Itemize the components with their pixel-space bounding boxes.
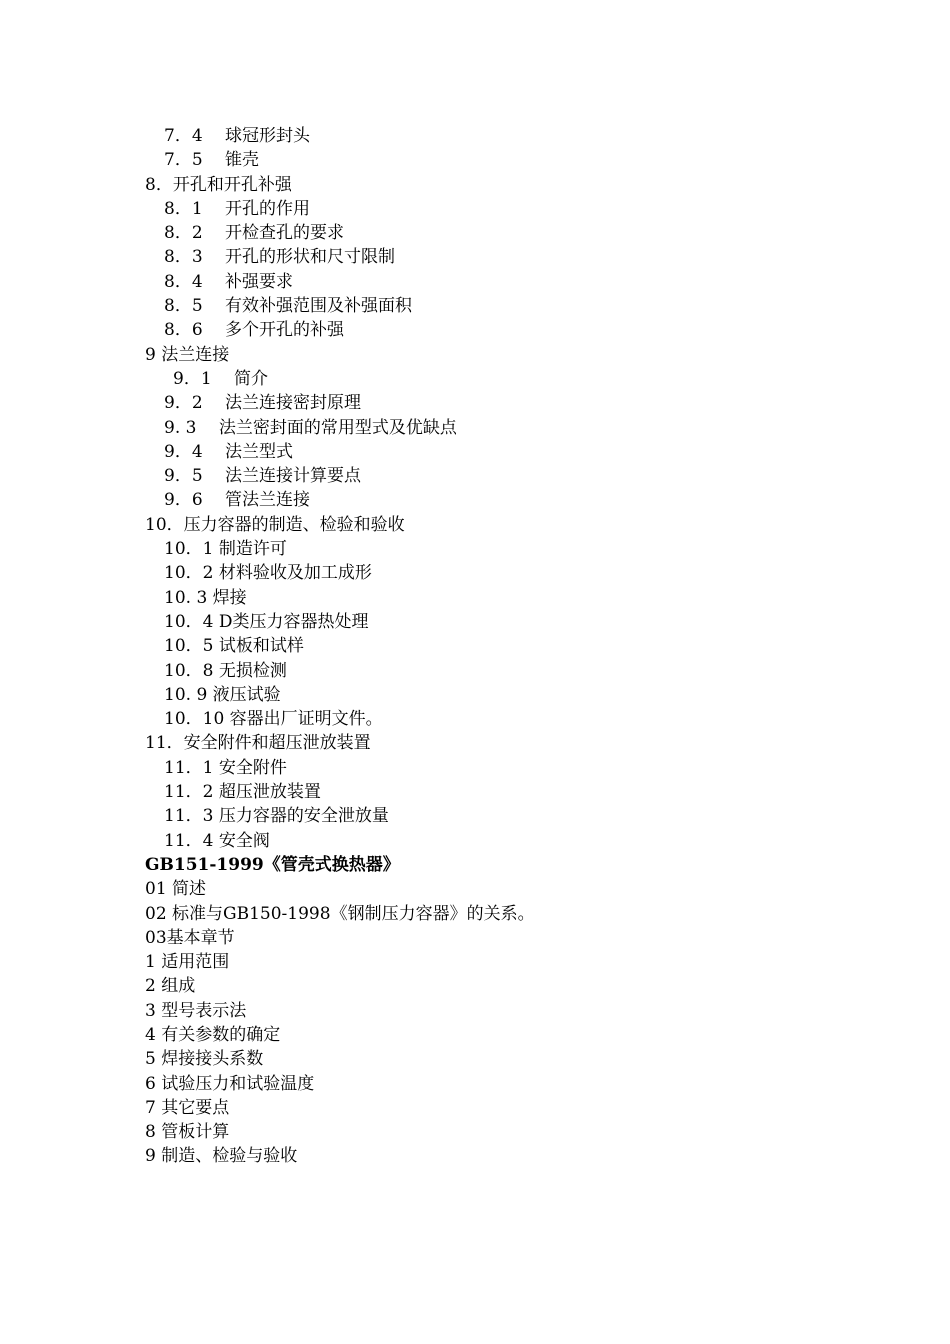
toc-line: 10．10 容器出厂证明文件。 (164, 709, 383, 730)
toc-line: 8．6 多个开孔的补强 (164, 320, 345, 341)
toc-line: 8 管板计算 (145, 1122, 230, 1143)
toc-line: 7．5 锥壳 (164, 150, 260, 171)
table-of-contents (145, 124, 905, 1169)
toc-line: 4 有关参数的确定 (145, 1024, 281, 1045)
toc-line: 10．5 试板和试样 (164, 636, 304, 657)
toc-line: 03基本章节 (145, 927, 235, 948)
toc-line: 6 试验压力和试验温度 (145, 1073, 315, 1094)
toc-line: 1 适用范围 (145, 952, 230, 973)
toc-line: 9. 3 法兰密封面的常用型式及优缺点 (164, 417, 457, 438)
toc-line: 10. 3 焊接 (164, 587, 247, 608)
toc-line: 11．1 安全附件 (164, 757, 287, 778)
toc-line: 9．1 简介 (173, 368, 269, 389)
toc-line: 8．1 开孔的作用 (164, 198, 311, 219)
toc-line: 11．4 安全阀 (164, 830, 270, 851)
toc-line: 11．2 超压泄放装置 (164, 782, 321, 803)
toc-line: 02 标准与GB150-1998《钢制压力容器》的关系。 (145, 903, 535, 924)
toc-line: 8．3 开孔的形状和尺寸限制 (164, 247, 396, 268)
toc-line: 9 制造、检验与验收 (145, 1146, 298, 1167)
toc-line: 10. 9 液压试验 (164, 684, 281, 705)
toc-line: 2 组成 (145, 976, 196, 997)
toc-line: 8．开孔和开孔补强 (145, 174, 292, 195)
toc-line: 11．3 压力容器的安全泄放量 (164, 806, 389, 827)
toc-line: 9．2 法兰连接密封原理 (164, 393, 362, 414)
toc-line: 9．6 管法兰连接 (164, 490, 311, 511)
toc-line: 01 简述 (145, 879, 207, 900)
toc-line: 9 法兰连接 (145, 344, 230, 365)
toc-line: 7 其它要点 (145, 1097, 230, 1118)
toc-line: GB151-1999《管壳式换热器》 (145, 854, 400, 875)
toc-line: 5 焊接接头系数 (145, 1049, 264, 1070)
toc-line: 10．2 材料验收及加工成形 (164, 563, 372, 584)
toc-line: 8．5 有效补强范围及补强面积 (164, 296, 413, 317)
toc-line: 11．安全附件和超压泄放装置 (145, 733, 371, 754)
toc-line: 9．4 法兰型式 (164, 441, 294, 462)
toc-line: 10．压力容器的制造、检验和验收 (145, 514, 405, 535)
toc-line: 8．4 补强要求 (164, 271, 294, 292)
toc-line: 9．5 法兰连接计算要点 (164, 466, 362, 487)
toc-line: 10．1 制造许可 (164, 539, 287, 560)
toc-line: 3 型号表示法 (145, 1000, 247, 1021)
toc-line: 7．4 球冠形封头 (164, 126, 311, 146)
toc-line: 10．8 无损检测 (164, 660, 287, 681)
toc-line: 10．4 D类压力容器热处理 (164, 611, 369, 632)
toc-line: 8．2 开检查孔的要求 (164, 223, 345, 244)
